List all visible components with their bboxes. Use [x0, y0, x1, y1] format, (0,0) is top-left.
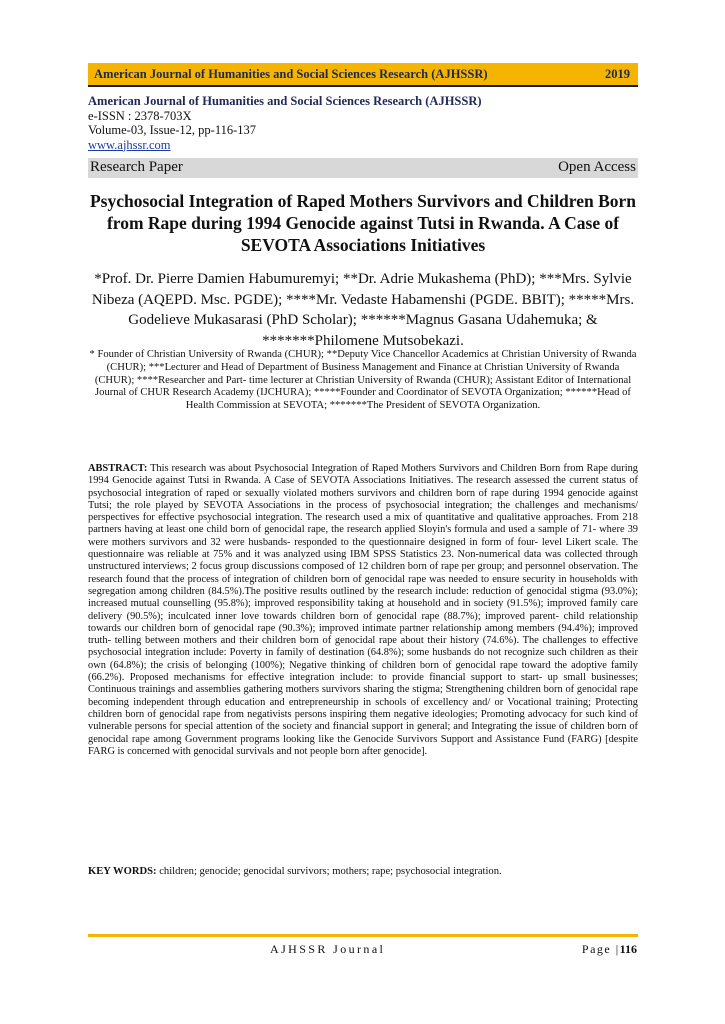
paper-type: Research Paper — [90, 159, 183, 175]
meta-journal-title: American Journal of Humanities and Social Sciences Research (AJHSSR) — [88, 94, 482, 108]
footer-page-number: 116 — [619, 942, 637, 956]
meta-volume: Volume-03, Issue-12, pp-116-137 — [88, 123, 257, 137]
paper-type-band — [88, 158, 638, 178]
affiliations: * Founder of Christian University of Rwanda (CHUR); **Deputy Vice Chancellor Academics at Christian University of Rwanda (CHUR); ***Lecturer and Head of Department of Business Management and Finance at Christian University of Rwanda (CHUR); ****Researcher and Part- time lecturer at Christian University of Rwanda (CHUR); Assistant Editor of International Journal of CHUR Research Academy (IJCHURA); *****Founder and Coordinator of SEVOTA Organization; ******Head of Health Commission at SEVOTA; *******The President of SEVOTA Organization. — [89, 349, 637, 412]
paper-title: Psychosocial Integration of Raped Mothers Survivors and Children Born from Rape during 1994 Genocide against Tutsi in Rwanda. A Case of SEVOTA Associations Initiatives — [89, 191, 637, 255]
journal-header-bar — [88, 63, 638, 87]
footer-page — [582, 942, 637, 957]
header-journal-title: American Journal of Humanities and Social Sciences Research (AJHSSR) — [94, 67, 488, 81]
meta-eissn: e-ISSN : 2378-703X — [88, 108, 192, 123]
footer-page-label: Page | — [581, 942, 620, 956]
keywords-text: children; genocide; genocidal survivors; mothers; rape; psychosocial integration. — [159, 866, 502, 877]
header-year: 2019 — [605, 67, 630, 81]
footer-divider — [88, 934, 638, 937]
keywords — [88, 866, 638, 877]
footer-journal: AJHSSR Journal — [270, 942, 386, 956]
author-list: *Prof. Dr. Pierre Damien Habumuremyi; **Dr. Adrie Mukashema (PhD); ***Mrs. Sylvie Nibeza (AQEPD. Msc. PGDE); ****Mr. Vedaste Habamenshi (PGDE. BBIT); *****Mrs. Godelieve Mukasarasi (PhD Scholar); ******Magnus Gasana Udahemuka; & *******Philomene Mutsobekazi. — [91, 271, 635, 349]
keywords-label: KEY WORDS: — [88, 866, 157, 877]
abstract-label: ABSTRACT: — [88, 463, 148, 474]
access-type: Open Access — [558, 159, 636, 175]
abstract-text: This research was about Psychosocial Integration of Raped Mothers Survivors and Children Born from Rape during 1994 Genocide against Tutsi in Rwanda. A Case of SEVOTA Associations Initiatives. The research assessed the current status of psychosocial integration of raped or sexually violated mothers survivors and children born of rape during 1994 genocide against Tutsi; the role played by SEVOTA Associations in the process of psychosocial integration; the challenges and mechanisms/ perspectives for effective psychosocial integration. The research used a mix of quantitative and qualitative approaches. From 218 partners having at least one child born of genocidal rape, the research applied Sloyin's formula and used a sample of 71- where 39 were mothers survivors and 32 were husbands- responded to the questionnaire designed in form of four- level Likert scale. The questionnaire was reliable at 75% and it was analyzed using IBM SPSS Statistics 23. Non-numerical data was collected through unstructured interviews; 2 focus group discussions composed of 12 children born of rape per group; and personnel observation. The research found that the process of integration of children born of genocidal rape was needed to ensure security in households with segregation among children (84.5%).The positive results outlined by the research include: reduction of genocidal stigma (93.0%); increased mutual counselling (95.8%); improved responsibility taking at household and in society (91.5%); improved family care delivery (90.5%); inculcated inner love towards children born of genocidal rape (88.7%); improved parent- child relationship towards our children born of genocidal rape (90.3%); improved intimate partner relationship among members (94.4%); improved truth- telling between mothers and their children born of genocidal rape about their history (74.6%). The challenges to effective psychosocial integration include: Poverty in family of destination (64.8%); some husbands do not recognize such children as their own (64.8%); the crisis of belonging (100%); Negative thinking of children born of genocidal rape toward the adoptive family (66.2%). Proposed mechanisms for effective integration include: to provide financial support to start- up small businesses; Continuous trainings and assemblies gathering mothers survivors sharing the stigma; Strengthening children born of genocidal rape becoming independent through education and entrepreneurship in schools of excellency and/ or Vocational training; Protecting children born of genocidal rape from negativists persons inspiring them negative ideologies; Promoting advocacy for such kind of vulnerable persons for special attention of the society and financial support in general; and Integrating the issue of children born of genocidal rape among Government programs looking like the Genocide Survivors Support and Assistance Fund (FARG) [despite FARG is concerned with genocidal survivals and not people born after genocide]. — [88, 463, 638, 757]
journal-meta — [88, 94, 638, 152]
abstract — [88, 463, 638, 758]
website-link[interactable]: www.ajhssr.com — [88, 137, 171, 152]
